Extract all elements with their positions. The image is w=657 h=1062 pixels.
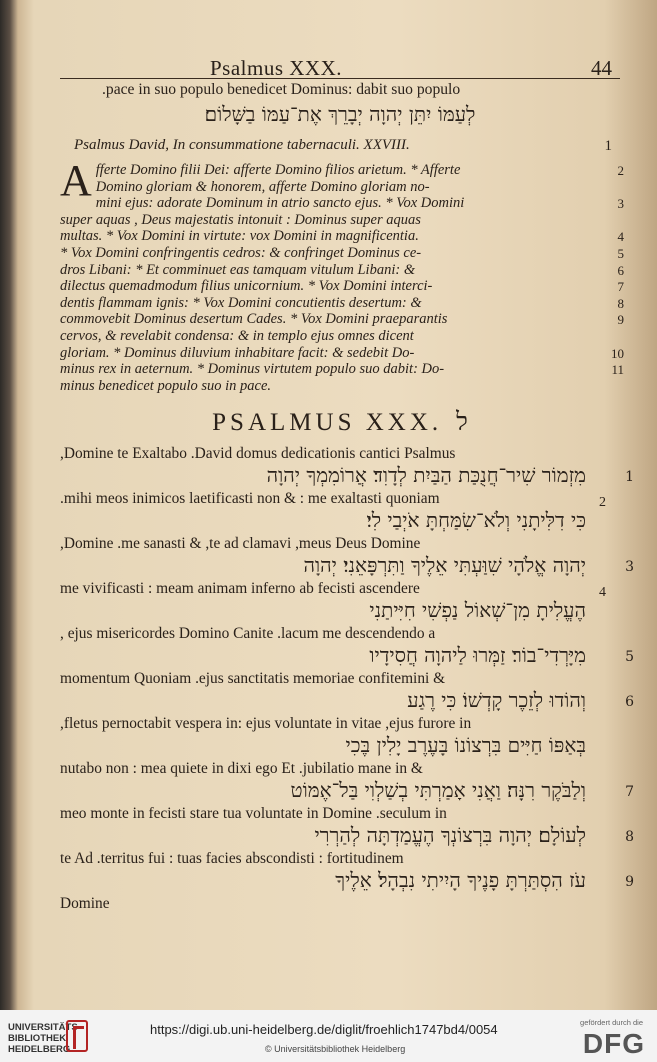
- psalm28-line: [60, 344, 624, 362]
- verse-number: 3: [625, 559, 634, 576]
- hebrew-line: [60, 463, 634, 488]
- page-number: 44: [591, 56, 612, 80]
- latin-line: [60, 580, 620, 601]
- psalm28-line-text: fferte Domino filii Dei: afferte Domino filios arietum. * Afferte: [95, 162, 461, 178]
- hebrew-line: [60, 778, 634, 803]
- psalm28-line-text: cervos, & revelabit condensa: & in templo ejus omnes dicent: [60, 327, 414, 344]
- psalm28-line: [60, 162, 624, 179]
- psalm28-line: [60, 228, 624, 245]
- latin-line: [60, 850, 620, 867]
- verse-number: 8: [617, 295, 624, 311]
- verse-number: 1: [625, 469, 634, 486]
- psalm30-heading-hebrew: ל: [456, 407, 468, 437]
- hebrew-text: לְעוֹלָם׃ יְהוָה בִּרְצוֹנְךָ הֶעֱמַדְתָּה לְהַרְרִי: [314, 823, 586, 848]
- hebrew-text: הֶעֱלִיתָ מִן־שְׁאוֹל נַפְשִׁי חִיִּיתַנִי: [369, 598, 586, 623]
- verse-number: 9: [617, 312, 624, 328]
- psalm30-heading-text: PSALMUS XXX.: [212, 409, 443, 437]
- hebrew-line: [60, 508, 620, 533]
- page-header: [60, 50, 620, 79]
- psalm28-line-text: multas. * Vox Domini in virtute: vox Domini in magnificentia.: [60, 228, 419, 245]
- psalm28-line-text: minus benedicet populo suo in pace.: [60, 377, 272, 394]
- latin-text: .mihi meos inimicos laetificasti non & : me exaltasti quoniam: [60, 490, 440, 508]
- psalm28-line-text: super aquas , Deus majestatis intonuit : Dominus super aquas: [60, 211, 421, 228]
- hebrew-text: מִיָּרְדִי־בוֹר׃ זַמְּרוּ לַיהוָה חֲסִידָיו: [369, 643, 586, 668]
- hebrew-text: כִּי דִלִּיתָנִי וְלֹא־שִׂמַּחְתָּ אֹיְבַי לִי׃: [366, 508, 586, 533]
- psalm28-line-text: dros Libani: * Et comminuet eas tamquam vitulum Libani: &: [60, 261, 416, 278]
- verse-number: 6: [617, 262, 624, 278]
- psalm28-line: [60, 378, 620, 395]
- latin-text: meo monte in fecisti stare tua voluntate in Domine .seculum in: [60, 805, 447, 823]
- hebrew-line: [60, 688, 634, 713]
- latin-line: [60, 895, 620, 912]
- psalm28-line: [60, 244, 624, 262]
- psalm28-line: [60, 261, 624, 279]
- psalm28-text: [60, 156, 624, 394]
- latin-line: [60, 670, 620, 687]
- running-title: Psalmus XXX.: [210, 56, 343, 80]
- dfg-logo[interactable]: DFG: [582, 1028, 645, 1059]
- psalm28-line-text: minus rex in aeternum. * Dominus virtutem populo suo dabit: Do-: [60, 361, 445, 378]
- hebrew-line: [60, 598, 620, 623]
- latin-text: Domine: [60, 895, 110, 913]
- verse-number: 5: [625, 649, 634, 666]
- library-line2: BIBLIOTHEK: [8, 1033, 67, 1044]
- hebrew-text: וְלַבֹּקֶר רִנָּה׃ וַאֲנִי אָמַרְתִּי בְשַׁלְוִי בַּל־אֶמּוֹט: [290, 778, 586, 803]
- latin-text: me vivificasti : meam animam inferno ab fecisti ascendere: [60, 580, 420, 598]
- psalm30-heading: [60, 407, 620, 437]
- psalm28-line-text: gloriam. * Dominus diluvium inhabitare facit: & sedebit Do-: [60, 344, 415, 361]
- verse-number: 7: [617, 279, 624, 295]
- verse-number: 4: [617, 229, 624, 245]
- book-page: [60, 50, 634, 913]
- psalm28-title-num: 1: [604, 138, 612, 154]
- latin-line: [60, 445, 620, 462]
- hebrew-line: [60, 643, 634, 668]
- latin-line: [60, 625, 620, 642]
- latin-text: , ejus misericordes Domino Canite .lacum me descendendo a: [60, 625, 436, 643]
- latin-line: [60, 760, 620, 777]
- library-logo-icon[interactable]: [66, 1020, 88, 1052]
- hebrew-text: מִזְמוֹר שִׁיר־חֲנֻכַּת הַבַּיִת לְדָוִד׃ אֲרוֹמִמְךָ יְהוָה: [266, 463, 586, 488]
- latin-line: [60, 715, 620, 732]
- latin-text: momentum Quoniam .ejus sanctitatis memoriae confitemini &: [60, 670, 446, 688]
- verse-number: 5: [617, 245, 624, 261]
- hebrew-line: [60, 823, 634, 848]
- funding-note: gefördert durch die: [580, 1018, 643, 1027]
- verse-number: 2: [617, 163, 624, 178]
- verse-number: 7: [625, 784, 634, 801]
- psalm28-line: [60, 195, 624, 212]
- psalm28-line-text: mini ejus: adorate Dominum in atrio sancto ejus. * Vox Domini: [95, 195, 465, 212]
- verse-number: 6: [625, 694, 634, 711]
- psalm28-line-text: commovebit Dominus desertum Cades. * Vox Domini praeparantis: [60, 311, 448, 328]
- psalm28-line: [60, 278, 624, 295]
- verse-number: 10: [611, 345, 624, 361]
- psalm28-line: [60, 361, 624, 378]
- verse-number: 8: [625, 829, 634, 846]
- latin-text: ,Domine te Exaltabo .David domus dedicationis cantici Psalmus: [60, 445, 456, 463]
- top-latin-line: .pace in suo populo benedicet Dominus: dabit suo populo: [102, 81, 461, 98]
- latin-line: [60, 805, 620, 822]
- page-url-link[interactable]: https://digi.ub.uni-heidelberg.de/diglit/froehlich1747bd4/0054: [150, 1022, 498, 1037]
- copyright-text: © Universitätsbibliothek Heidelberg: [265, 1044, 406, 1054]
- library-line3: HEIDELBERG: [8, 1044, 71, 1055]
- psalm28-line: [60, 212, 620, 229]
- viewer-footer: [0, 1010, 657, 1062]
- latin-text: nutabo non : mea quiete in dixi ego Et .jubilatio mane in &: [60, 760, 423, 778]
- hebrew-text: בְּאַפּוֹ חַיִּים בִּרְצוֹנוֹ בָּעֶרֶב יָלִין בֶּכִי: [345, 733, 586, 758]
- verse-number: 3: [617, 196, 624, 212]
- verse-number: 2: [599, 495, 606, 511]
- hebrew-text: עֹז הִסְתַּרְתָּ פָנֶיךָ הָיִיתִי נִבְהָל׃ אֵלֶיךָ: [335, 868, 586, 893]
- hebrew-text: יְהוָה אֱלֹהָי שִׁוַּעְתִּי אֵלֶיךָ וַתִּרְפָּאֵנִי׃ יְהוָה: [303, 553, 586, 578]
- psalm28-title-text: Psalmus David, In consummatione tabernaculi. XXVIII.: [74, 137, 410, 153]
- verse-number: 9: [625, 874, 634, 891]
- psalm28-line: [60, 328, 620, 345]
- latin-line: [60, 490, 620, 511]
- verse-number: 4: [599, 585, 606, 601]
- psalm28-line-text: Domino gloriam & honorem, afferte Domino gloriam no-: [95, 178, 430, 195]
- psalm28-line: [60, 179, 620, 196]
- psalm28-title: [74, 137, 620, 154]
- library-line1: UNIVERSITÄTS-: [8, 1022, 81, 1033]
- hebrew-line: [60, 868, 634, 893]
- psalm30-text: [60, 445, 634, 913]
- psalm28-line-text: * Vox Domini confringentis cedros: & confringet Dominus ce-: [60, 244, 422, 261]
- psalm28-line: [60, 311, 624, 328]
- hebrew-line: [60, 553, 634, 578]
- latin-text: te Ad .territus fui : tuas facies abscondisti : fortitudinem: [60, 850, 404, 868]
- psalm28-line-text: dilectus quemadmodum filius unicornium. * Vox Domini interci-: [60, 278, 433, 295]
- top-hebrew-line: לְעַמּוֹ יִתֵּן יְהוָה יְבָרֵךְ אֶת־עַמּוֹ בַשָּׁלוֹם׃: [204, 102, 476, 126]
- latin-text: ,Domine .me sanasti & ,te ad clamavi ,meus Deus Domine: [60, 535, 421, 553]
- latin-line: [60, 535, 620, 552]
- verse-number: 11: [611, 362, 624, 378]
- drop-cap: A: [60, 156, 92, 205]
- hebrew-line: [60, 733, 620, 758]
- psalm28-line-text: dentis flammam ignis: * Vox Domini concutientis desertum: &: [60, 294, 422, 311]
- psalm28-line: [60, 294, 624, 312]
- latin-text: ,fletus pernoctabit vespera in: ejus voluntate in vitae ,ejus furore in: [60, 715, 472, 733]
- hebrew-text: וְהוֹדוּ לְזֵכֶר קָדְשׁוֹ׃ כִּי רֶגַע: [407, 688, 586, 713]
